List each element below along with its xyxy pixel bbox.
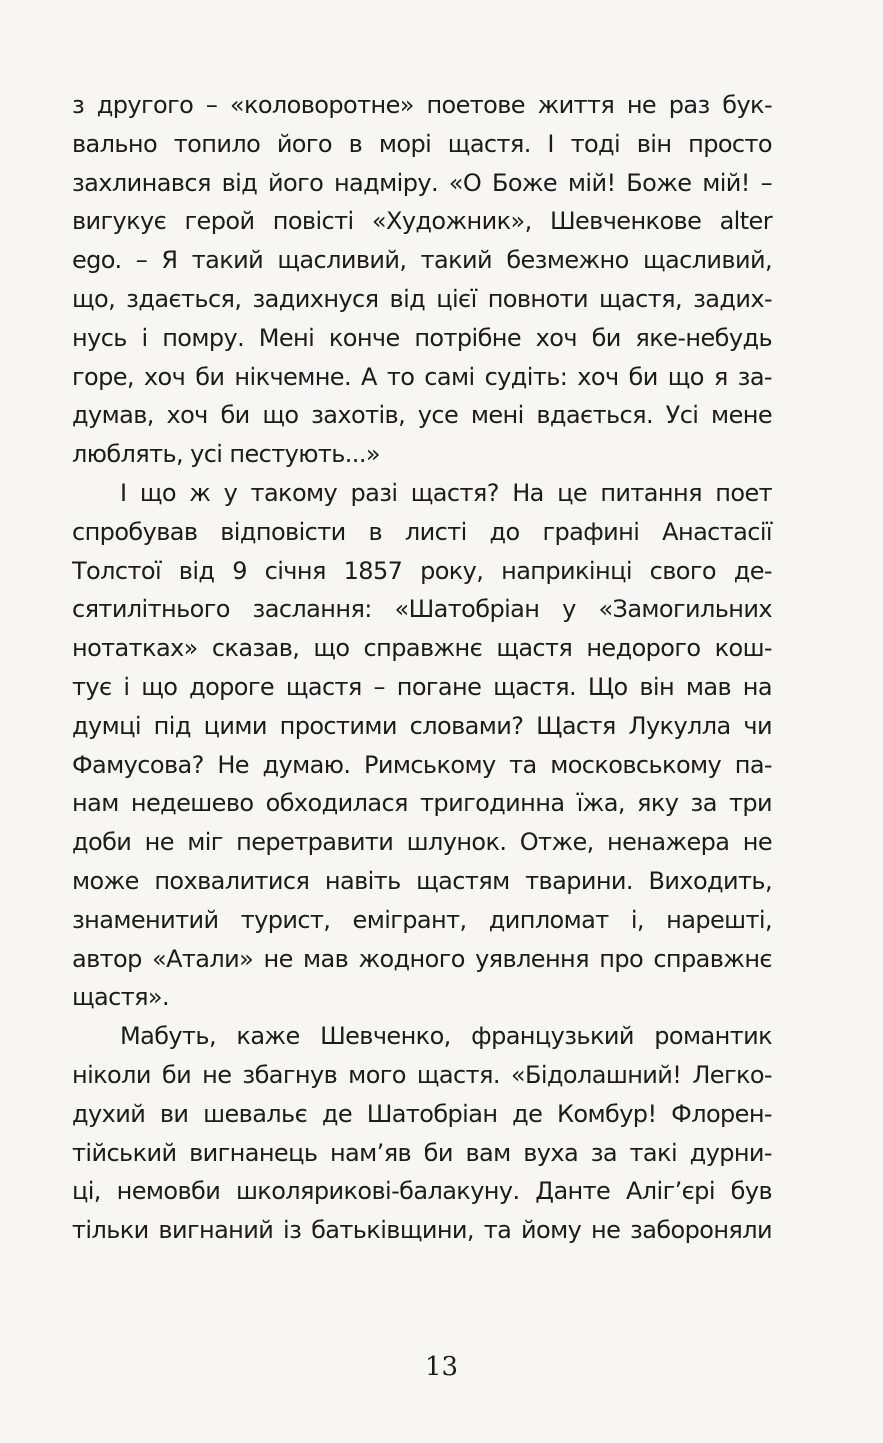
- page-number: 13: [424, 1352, 459, 1382]
- text-line: може похвалитися навіть щастям тварини. Виходить,: [72, 866, 772, 895]
- text-line: доби не міг перетравити шлунок. Отже, ненажера не: [72, 828, 772, 857]
- text-line: автор «Атали» не мав жодного уявлення про справжнє: [72, 944, 772, 973]
- text-line: думці під цими простими словами? Щастя Лукулла чи: [72, 711, 772, 740]
- text-line: нусь і помру. Мені конче потрібне хоч би яке-небудь: [72, 323, 772, 352]
- text-line: нотатках» сказав, що справжнє щастя недорого кош-: [72, 634, 772, 663]
- paragraph: [72, 474, 772, 1017]
- text-line: тільки вигнаний із батьківщини, та йому не забороняли: [72, 1216, 772, 1245]
- text-line: що, здається, задихнуся від цієї повноти щастя, задих-: [72, 284, 772, 313]
- text-line: думав, хоч би що захотів, усе мені вдається. Усі мене: [72, 401, 772, 430]
- body-text: [72, 86, 772, 1250]
- text-line: нам недешево обходилася тригодинна їжа, яку за три: [72, 789, 772, 818]
- text-line: сятилітнього заслання: «Шатобріан у «Замогильних: [72, 595, 772, 624]
- text-line: духий ви шевальє де Шатобріан де Комбур! Флорен-: [72, 1099, 772, 1128]
- text-line: Толстої від 9 січня 1857 року, наприкінці свого де-: [72, 556, 772, 585]
- text-line: люблять, усі пестують...»: [72, 440, 380, 469]
- text-line: захлинався від його надміру. «О Боже мій! Боже мій! –: [72, 168, 772, 197]
- text-line: з другого – «коловоротне» поетове життя не раз бук-: [72, 91, 772, 119]
- text-line: ці, немовби школярикові-балакуну. Данте Аліг’єрі був: [72, 1177, 772, 1206]
- text-line: вально топило його в морі щастя. І тоді він просто: [72, 129, 772, 158]
- paragraph: [72, 86, 772, 474]
- text-line: спробував відповісти в листі до графині Анастасії: [72, 517, 772, 546]
- text-line: І що ж у такому разі щастя? На це питання поет: [120, 478, 772, 507]
- text-line: Мабуть, каже Шевченко, французький романтик: [120, 1022, 772, 1051]
- text-line: ніколи би не збагнув мого щастя. «Бідолашний! Легко-: [72, 1060, 772, 1089]
- text-line: ego. – Я такий щасливий, такий безмежно щасливий,: [72, 246, 772, 275]
- text-line: тійський вигнанець нам’яв би вам вуха за такі дурни-: [72, 1138, 772, 1167]
- text-line: тує і що дороге щастя – погане щастя. Що він мав на: [72, 672, 772, 701]
- text-line: знаменитий турист, емігрант, дипломат і, нарешті,: [72, 905, 772, 934]
- paragraph: [72, 1017, 772, 1250]
- text-line: Фамусова? Не думаю. Римському та московському па-: [72, 750, 772, 779]
- text-line: щастя».: [72, 983, 170, 1012]
- text-line: вигукує герой повісті «Художник», Шевченкове alter: [72, 207, 772, 236]
- text-line: горе, хоч би нікчемне. А то самі судіть: хоч би що я за-: [72, 362, 772, 391]
